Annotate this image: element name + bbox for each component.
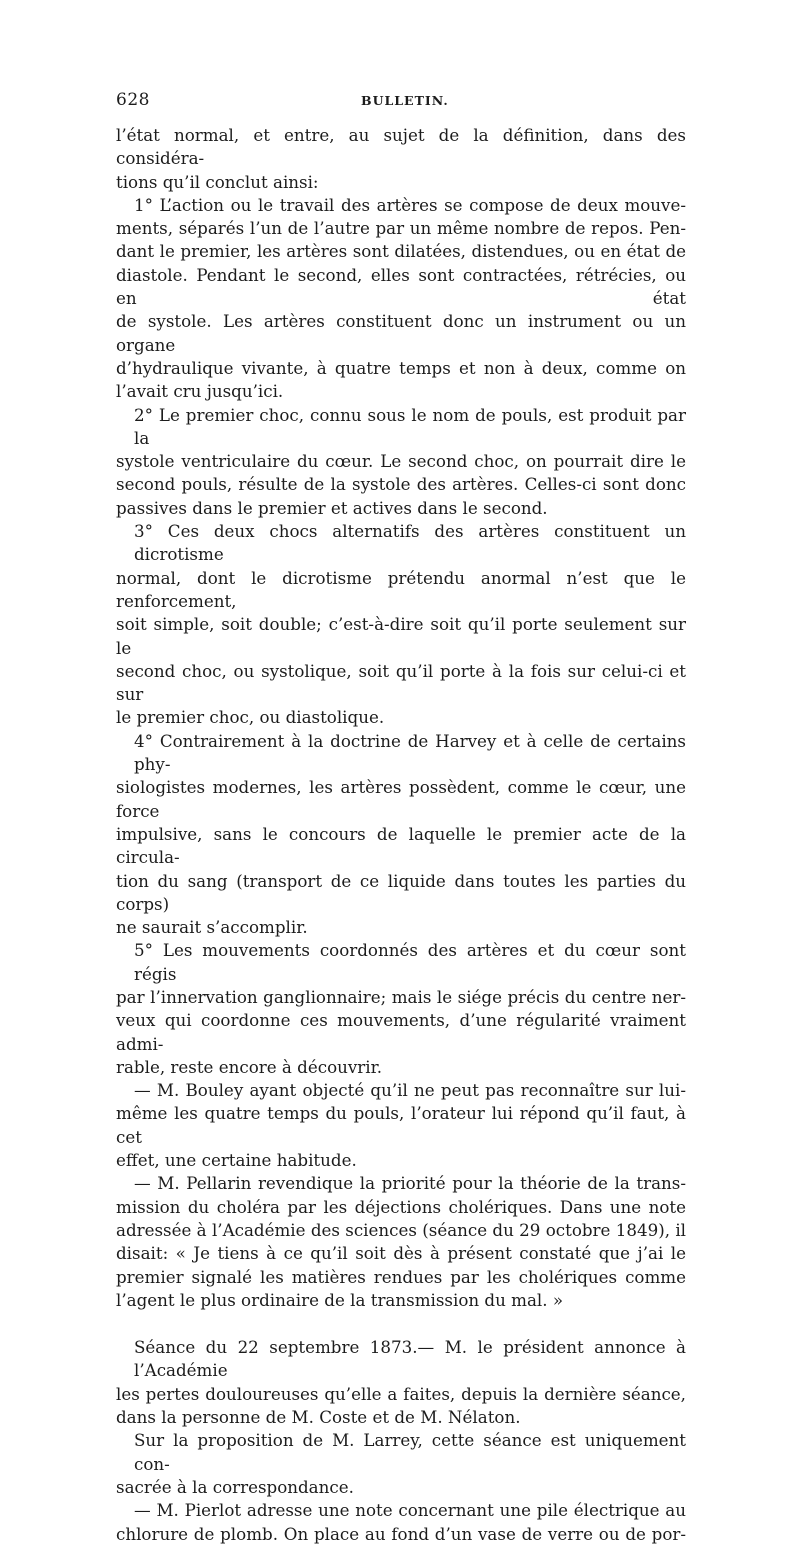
text-line: 4° Contrairement à la doctrine de Harvey et à celle de certains phy- (134, 730, 686, 775)
text-line: normal, dont le dicrotisme prétendu anormal n’est que le renforcement, (116, 567, 686, 611)
text-line: impulsive, sans le concours de laquelle le premier acte de la circula- (116, 823, 686, 868)
text-line: — M. Pellarin revendique la priorité pour la théorie de la trans- (134, 1173, 686, 1194)
text-line: diastole. Pendant le second, elles sont contractées, rétrécies, ou en état (116, 264, 686, 309)
text-line: sacrée à la correspondance. (116, 1476, 354, 1497)
text-line: second pouls, résulte de la systole des artères. Celles-ci sont donc (116, 474, 686, 495)
text-line: l’état normal, et entre, au sujet de la définition, dans des considéra- (116, 125, 686, 169)
text-line: premier signalé les matières rendues par les cholériques comme (116, 1266, 686, 1287)
text-line: chlorure de plomb. On place au fond d’un vase de verre ou de por- (116, 1523, 686, 1544)
text-line: 3° Ces deux chocs alternatifs des artères constituent un dicrotisme (134, 521, 686, 565)
text-line: même les quatre temps du pouls, l’orateur lui répond qu’il faut, à cet (116, 1103, 686, 1147)
running-head: BULLETIN. (361, 93, 449, 108)
text-line: rable, reste encore à découvrir. (116, 1056, 383, 1077)
text-line: effet, une certaine habitude. (116, 1150, 357, 1171)
text-line: passives dans le premier et actives dans le second. (116, 497, 548, 518)
body-text (116, 124, 686, 1546)
text-line: tions qu’il conclut ainsi: (116, 171, 319, 192)
text-line: 5° Les mouvements coordonnés des artères et du cœur sont régis (134, 940, 686, 984)
text-line: tion du sang (transport de ce liquide dans toutes les parties du corps) (116, 870, 686, 914)
text-line: second choc, ou systolique, soit qu’il porte à la fois sur celui-ci et sur (116, 660, 686, 705)
text-line: Séance du 22 septembre 1873.— M. le président annonce à l’Académie (134, 1337, 686, 1381)
text-line: l’avait cru jusqu’ici. (116, 381, 284, 402)
text-line: systole ventriculaire du cœur. Le second choc, on pourrait dire le (116, 451, 686, 472)
page-number: 628 (116, 90, 150, 110)
text-line: veux qui coordonne ces mouvements, d’une régularité vraiment admi- (116, 1010, 686, 1054)
text-line: dant le premier, les artères sont dilatées, distendues, ou en état de (116, 241, 686, 262)
text-line: les pertes douloureuses qu’elle a faites, depuis la dernière séance, (116, 1383, 686, 1404)
text-line: ments, séparés l’un de l’autre par un même nombre de repos. Pen- (116, 218, 686, 239)
text-line: siologistes modernes, les artères possèdent, comme le cœur, une force (116, 777, 686, 821)
text-line: mission du choléra par les déjections cholériques. Dans une note (116, 1196, 686, 1217)
page-header (116, 90, 686, 112)
text-line: 2° Le premier choc, connu sous le nom de pouls, est produit par la (134, 404, 686, 448)
text-line: 1° L’action ou le travail des artères se compose de deux mouve- (134, 194, 686, 215)
text-line: le premier choc, ou diastolique. (116, 707, 385, 728)
text-line: adressée à l’Académie des sciences (séance du 29 octobre 1849), il (116, 1219, 686, 1240)
text-line: disait: « Je tiens à ce qu’il soit dès à présent constaté que j’ai le (116, 1243, 686, 1264)
text-line: soit simple, soit double; c’est-à-dire soit qu’il porte seulement sur le (116, 614, 686, 658)
text-line: Sur la proposition de M. Larrey, cette séance est uniquement con- (134, 1430, 686, 1474)
text-line: l’agent le plus ordinaire de la transmission du mal. » (116, 1289, 564, 1310)
text-line: d’hydraulique vivante, à quatre temps et non à deux, comme on (116, 357, 686, 378)
text-line: ne saurait s’accomplir. (116, 917, 308, 938)
text-line: — M. Bouley ayant objecté qu’il ne peut pas reconnaître sur lui- (134, 1080, 686, 1101)
text-line: — M. Pierlot adresse une note concernant une pile électrique au (134, 1500, 686, 1521)
text-line: dans la personne de M. Coste et de M. Nélaton. (116, 1407, 521, 1428)
section-gap (116, 1312, 686, 1336)
text-line: de systole. Les artères constituent donc un instrument ou un organe (116, 311, 686, 355)
text-line: par l’innervation ganglionnaire; mais le siége précis du centre ner- (116, 986, 686, 1007)
